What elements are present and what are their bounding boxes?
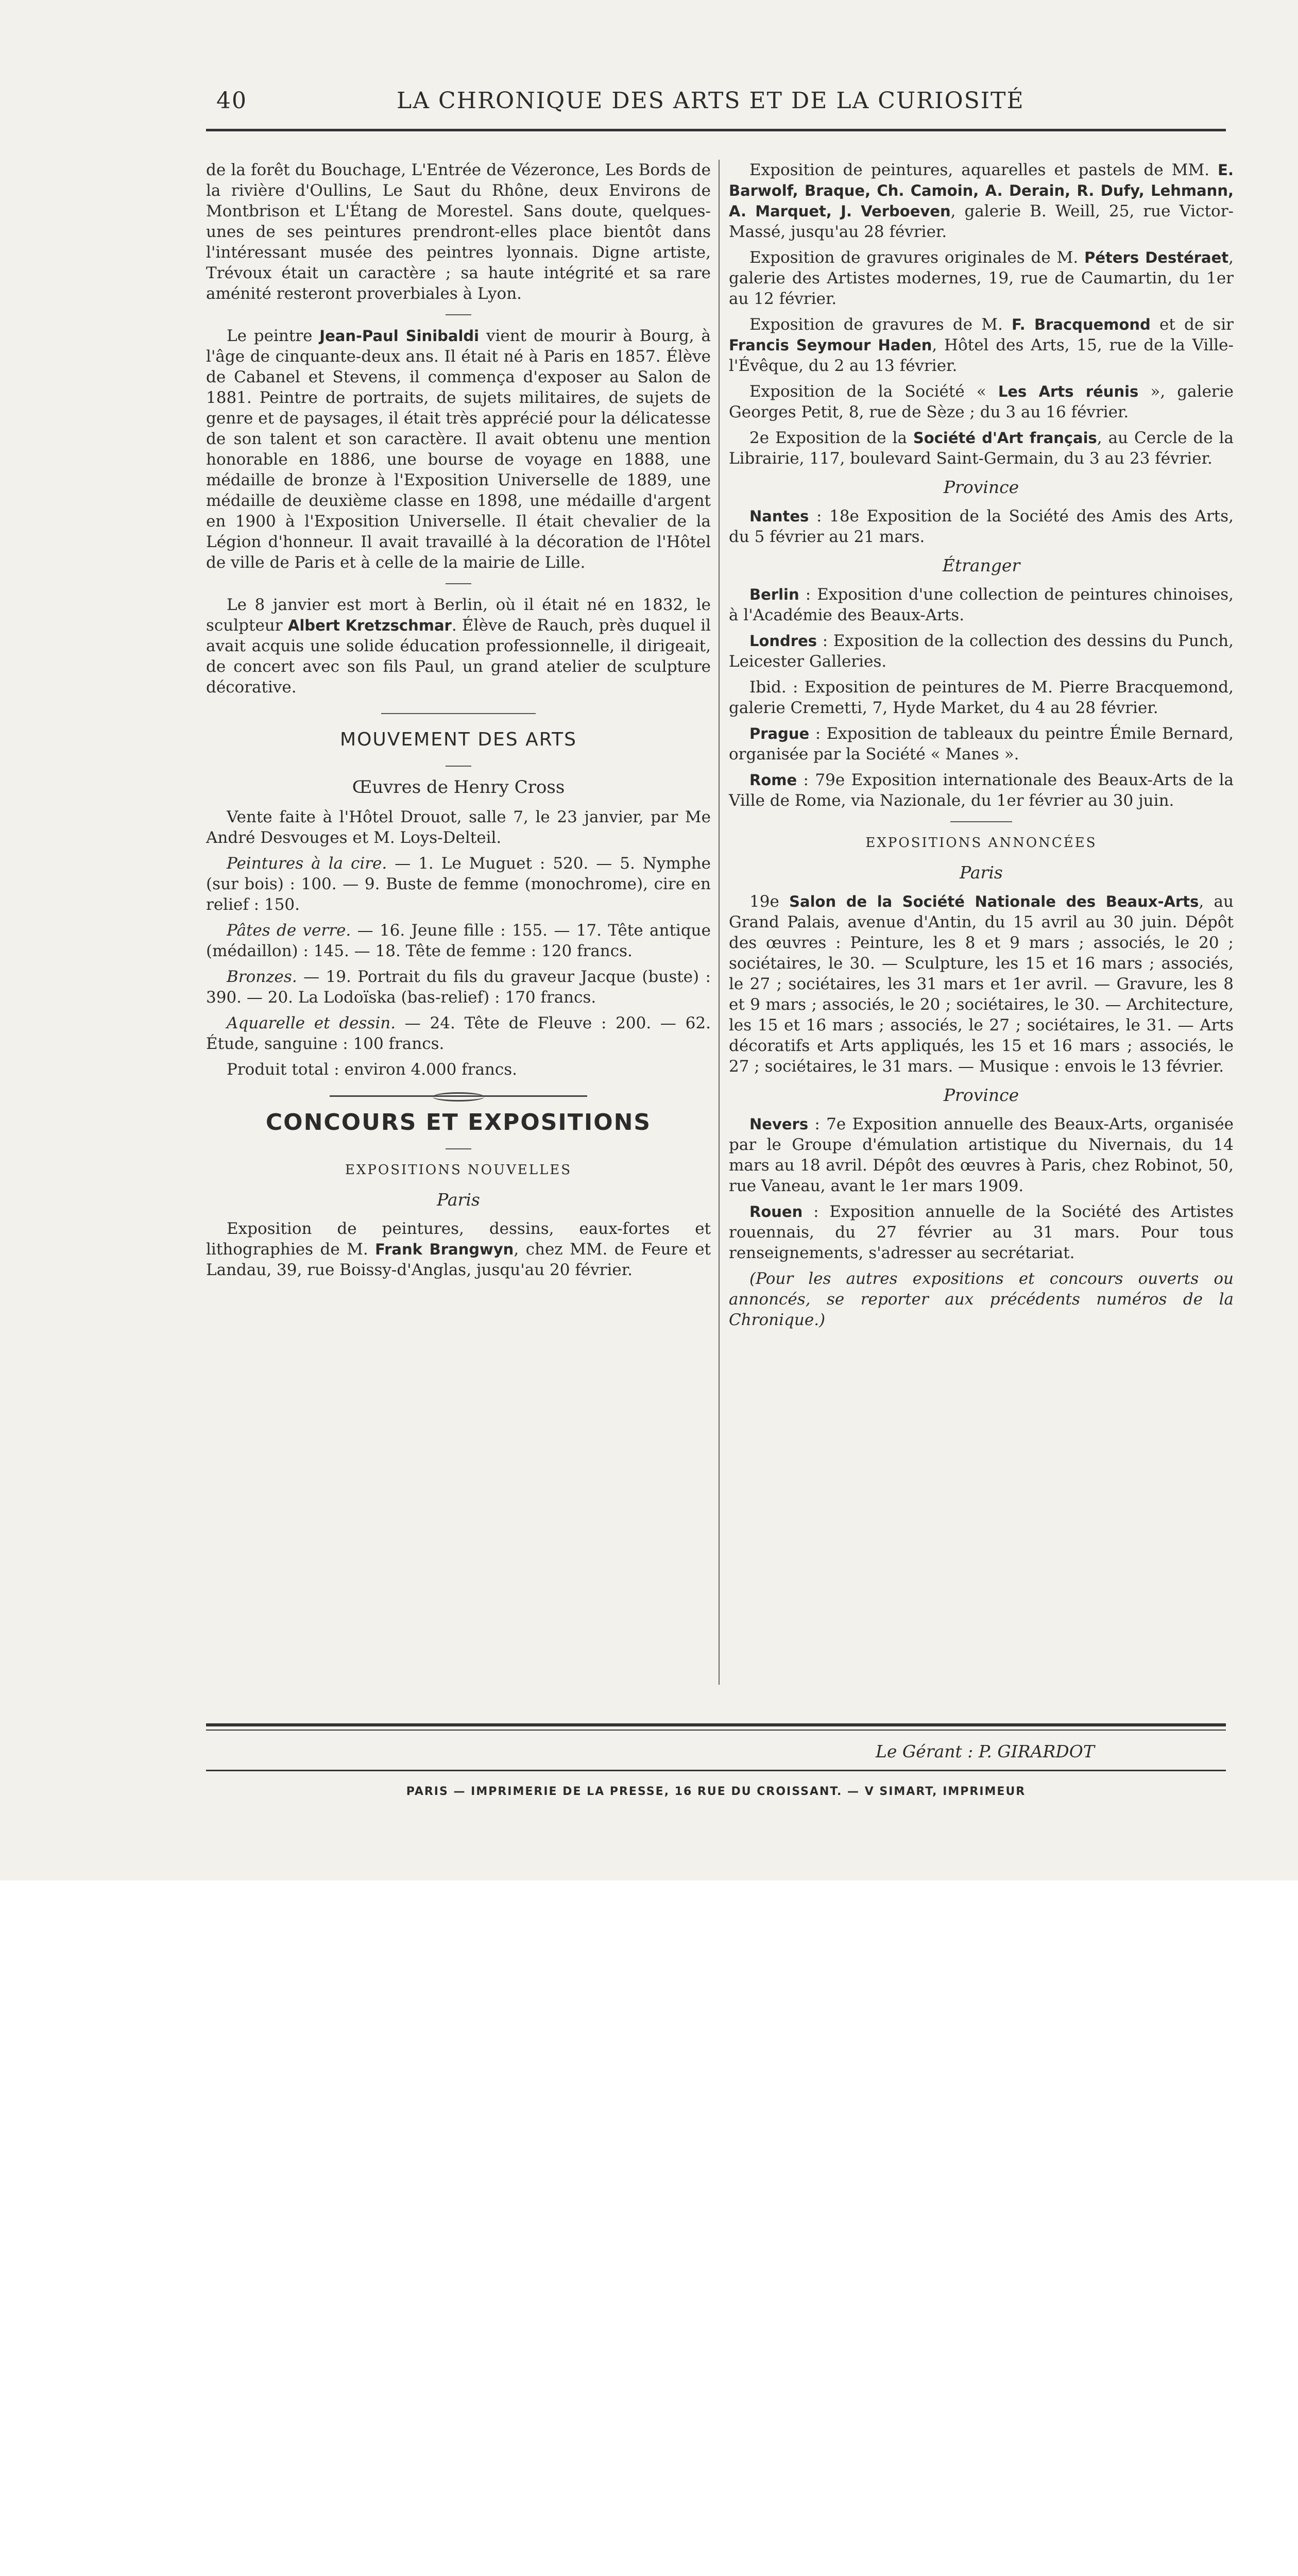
name-bracquemond: F. Bracquemond <box>1012 316 1151 333</box>
separator <box>446 583 471 584</box>
footer-rule <box>206 1770 1226 1771</box>
page-number: 40 <box>216 88 247 114</box>
subhead-etranger: Étranger <box>942 555 1020 575</box>
names-weill-artists: E. Barwolf, Braque, Ch. Camoin, A. Derain, R. Dufy, Lehmann, A. Marquet, J. Verboeven <box>729 161 1234 220</box>
name-brangwyn: Frank Brangwyn <box>375 1241 514 1258</box>
left-column <box>206 160 711 1285</box>
paragraph-trevoux: de la forêt du Bouchage, L'Entrée de Vézeronce, Les Bords de la rivière d'Oullins, Le Saut du Rhône, deux Environs de Montbrison et L'Étang de Morestel. Sans doute, quelques-unes de ses peintures prendront-elles place bientôt dans l'intéressant musée des peintres lyonnais. Digne artiste, Trévoux était un caractère ; sa haute intégrité et sa rare aménité resteront proverbiales à Lyon. <box>206 161 711 303</box>
separator <box>446 766 471 767</box>
paragraph-berlin: Berlin : Exposition d'une collection de peintures chinoises, à l'Académie des Beaux-Arts. <box>729 585 1234 624</box>
name-salon: Salon de la Société Nationale des Beaux-Arts <box>789 893 1199 910</box>
imprint-line: PARIS — IMPRIMERIE DE LA PRESSE, 16 RUE DU CROISSANT. — V SIMART, IMPRIMEUR <box>406 1785 1026 1798</box>
closing-note: (Pour les autres expositions et concours ouverts ou annoncés, se reporter aux précédents numéros de la Chronique.) <box>729 1269 1234 1329</box>
paragraph-art-francais: 2e Exposition de la Société d'Art français, au Cercle de la Librairie, 117, boulevard Saint-Germain, du 3 au 23 février. <box>729 429 1234 468</box>
paragraph-sinibaldi: Le peintre Jean-Paul Sinibaldi vient de mourir à Bourg, à l'âge de cinquante-deux ans. Il était né à Paris en 1857. Élève de Cabanel et Stevens, il commença d'exposer au Salon de 1881. Peintre de portraits, de sujets militaires, de sujets de genre et de paysages, il était très apprécié pour la délicatesse de son talent et son caractère. Il avait obtenu une mention honorable en 1886, une bourse de voyage en 1888, une médaille de bronze à l'Exposition Universelle de 1889, une médaille de deuxième classe en 1898, une médaille d'argent en 1900 à l'Exposition Universelle. Il était chevalier de la Légion d'honneur. Il avait travaillé à la décoration de l'Hôtel de ville de Paris et à celle de la mairie de Lille. <box>206 327 711 572</box>
gerant-line: Le Gérant : P. GIRARDOT <box>876 1741 1095 1761</box>
paragraph-produit: Produit total : environ 4.000 francs. <box>227 1060 518 1079</box>
section-title-mouvement: MOUVEMENT DES ARTS <box>340 729 577 750</box>
paragraph-rome: Rome : 79e Exposition internationale des Beaux-Arts de la Ville de Rome, via Nazionale, du 1er février au 30 juin. <box>729 771 1234 810</box>
name-arts-reunis: Les Arts réunis <box>998 383 1139 400</box>
separator <box>950 821 1012 822</box>
name-kretzschmar: Albert Kretzschmar <box>287 617 452 634</box>
column-divider <box>719 160 720 1685</box>
subhead-paris: Paris <box>960 862 1003 883</box>
name-haden: Francis Seymour Haden <box>729 336 932 354</box>
separator <box>446 314 471 315</box>
paragraph-londres: Londres : Exposition de la collection des dessins du Punch, Leicester Galleries. <box>729 632 1234 671</box>
name-desteraet: Péters Destéraet <box>1084 249 1229 266</box>
paragraph-nevers: Nevers : 7e Exposition annuelle des Beaux-Arts, organisée par le Groupe d'émulation artistique du Nivernais, du 14 mars au 18 avril. Dépôt des œuvres à Paris, chez Robinot, 50, rue Vaneau, avant le 1er mars 1909. <box>729 1115 1234 1195</box>
paragraph-aquarelle: Aquarelle et dessin. — 24. Tête de Fleuve : 200. — 62. Étude, sanguine : 100 francs. <box>206 1014 711 1053</box>
subhead-expositions-nouvelles: EXPOSITIONS NOUVELLES <box>345 1162 572 1178</box>
subhead-province: Province <box>943 477 1019 497</box>
paragraph-prague: Prague : Exposition de tableaux du peintre Émile Bernard, organisée par la Société « Manes ». <box>729 724 1234 764</box>
paragraph-nantes: Nantes : 18e Exposition de la Société des Amis des Arts, du 5 février au 21 mars. <box>729 507 1234 546</box>
paragraph-kretzschmar: Le 8 janvier est mort à Berlin, où il était né en 1832, le sculpteur Albert Kretzschmar. Élève de Rauch, près duquel il avait acquis une solide éducation professionnelle, il dirigeait, de concert avec son fils Paul, un grand atelier de sculpture décorative. <box>206 596 711 697</box>
name-sinibaldi: Jean-Paul Sinibaldi <box>319 327 480 345</box>
name-art-francais: Société d'Art français <box>913 429 1097 447</box>
paragraph-vente: Vente faite à l'Hôtel Drouot, salle 7, le 23 janvier, par Me André Desvouges et M. Loys-Delteil. <box>206 808 711 847</box>
separator <box>446 1148 471 1149</box>
viewer-footer-bar <box>0 1880 1298 1989</box>
section-title-concours: CONCOURS ET EXPOSITIONS <box>265 1109 652 1136</box>
paragraph-rouen: Rouen : Exposition annuelle de la Société des Artistes rouennais, du 27 février au 31 mars. Pour tous renseignements, s'adresser au secrétariat. <box>729 1202 1234 1262</box>
footer-rule <box>206 1730 1226 1731</box>
paragraph-pates: Pâtes de verre. — 16. Jeune fille : 155. — 17. Tête antique (médaillon) : 145. — 18. Tête de femme : 120 francs. <box>206 921 711 960</box>
subhead-paris: Paris <box>437 1190 480 1210</box>
paragraph-arts-reunis: Exposition de la Société « Les Arts réunis », galerie Georges Petit, 8, rue de Sèze ; du 3 au 16 février. <box>729 382 1234 421</box>
header-rule <box>206 129 1226 131</box>
paragraph-ibid: Ibid. : Exposition de peintures de M. Pierre Bracquemond, galerie Cremetti, 7, Hyde Market, du 4 au 28 février. <box>729 678 1234 717</box>
paragraph-peintures: Peintures à la cire. — 1. Le Muguet : 520. — 5. Nymphe (sur bois) : 100. — 9. Buste de femme (monochrome), cire en relief : 150. <box>206 854 711 914</box>
right-column <box>729 160 1234 1335</box>
ornament-separator <box>330 1095 587 1097</box>
ornament-separator <box>381 713 536 714</box>
paragraph-bracquemond: Exposition de gravures de M. F. Bracquemond et de sir Francis Seymour Haden, Hôtel des Arts, 15, rue de la Ville-l'Évêque, du 2 au 13 février. <box>729 315 1234 375</box>
journal-title: LA CHRONIQUE DES ARTS ET DE LA CURIOSITÉ <box>397 88 1024 114</box>
paragraph-brangwyn: Exposition de peintures, dessins, eaux-fortes et lithographies de M. Frank Brangwyn, chez MM. de Feure et Landau, 39, rue Boissy-d'Anglas, jusqu'au 20 février. <box>206 1219 711 1279</box>
paragraph-salon: 19e Salon de la Société Nationale des Beaux-Arts, au Grand Palais, avenue d'Antin, du 15 avril au 30 juin. Dépôt des œuvres : Peinture, les 8 et 9 mars ; associés, le 20 ; sociétaires, le 30. — Sculpture, les 15 et 16 mars ; associés, le 27 ; sociétaires, les 31 mars et 1er avril. — Gravure, les 8 et 9 mars ; associés, le 20 ; sociétaires, le 30. — Architecture, les 15 et 16 mars ; associés, le 27 ; sociétaires, le 31. — Arts décoratifs et Arts appliqués, les 15 et 16 mars ; associés, le 27 ; sociétaires, le 31 mars. — Musique : envois le 13 février. <box>729 892 1234 1076</box>
paragraph-weill: Exposition de peintures, aquarelles et pastels de MM. E. Barwolf, Braque, Ch. Camoin, A. Derain, R. Dufy, Lehmann, A. Marquet, J. Verboeven, galerie B. Weill, 25, rue Victor-Massé, jusqu'au 28 février. <box>729 161 1234 241</box>
subhead-henry-cross: Œuvres de Henry Cross <box>352 777 565 798</box>
subhead-province: Province <box>943 1085 1019 1105</box>
paragraph-bronzes: Bronzes. — 19. Portrait du fils du graveur Jacque (buste) : 390. — 20. La Lodoïska (bas-relief) : 170 francs. <box>206 968 711 1007</box>
subhead-expositions-annoncees: EXPOSITIONS ANNONCÉES <box>865 835 1097 851</box>
footer-rule <box>206 1723 1226 1726</box>
paragraph-desteraet: Exposition de gravures originales de M. Péters Destéraet, galerie des Artistes modernes, 19, rue de Caumartin, du 1er au 12 février. <box>729 248 1234 308</box>
